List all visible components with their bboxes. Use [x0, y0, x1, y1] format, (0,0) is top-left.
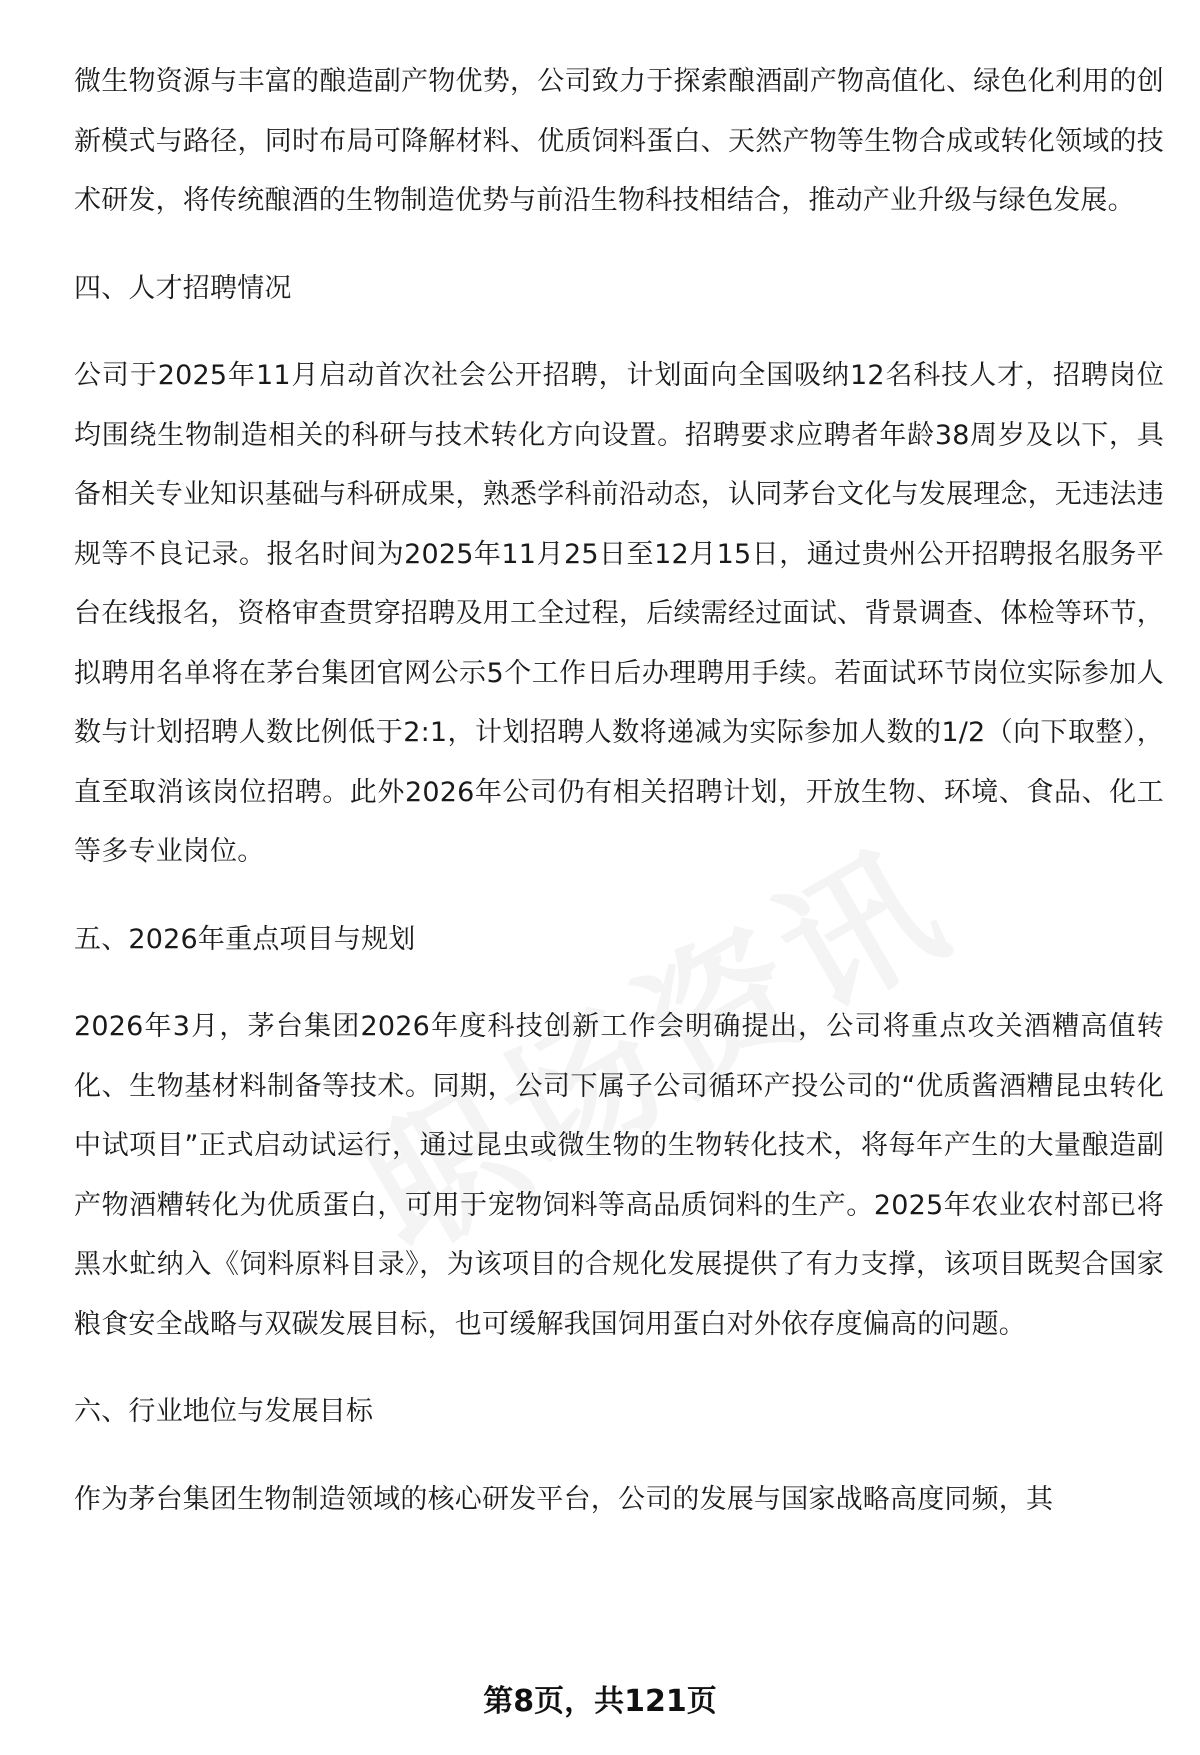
paragraph-recruitment: 公司于2025年11月启动首次社会公开招聘，计划面向全国吸纳12名科技人才，招聘岗位均围绕生物制造相关的科研与技术转化方向设置。招聘要求应聘者年龄38周岁及以下，具备相关专业知识基础与科研成果，熟悉学科前沿动态，认同茅台文化与发展理念，无违法违规等不良记录。报名时间为2025年11月25日至12月15日，通过贵州公开招聘报名服务平台在线报名，资格审查贯穿招聘及用工全过程，后续需经过面试、背景调查、体检等环节，拟聘用名单将在茅台集团官网公示5个工作日后办理聘用手续。若面试环节岗位实际参加人数与计划招聘人数比例低于2:1，计划招聘人数将递减为实际参加人数的1/2（向下取整），直至取消该岗位招聘。此外2026年公司仍有相关招聘计划，开放生物、环境、食品、化工等多专业岗位。: [74, 360, 1164, 867]
document-body: [74, 52, 1164, 1557]
paragraph-2026-projects: 2026年3月，茅台集团2026年度科技创新工作会明确提出，公司将重点攻关酒糟高值转化、生物基材料制备等技术。同期，公司下属子公司循环产投公司的“优质酱酒糟昆虫转化中试项目”正式启动试运行，通过昆虫或微生物的生物转化技术，将每年产生的大量酿造副产物酒糟转化为优质蛋白，可用于宠物饲料等高品质饲料的生产。2025年农业农村部已将黑水虻纳入《饲料原料目录》，为该项目的合规化发展提供了有力支撑，该项目既契合国家粮食安全战略与双碳发展目标，也可缓解我国饲用蛋白对外依存度偏高的问题。: [74, 1011, 1164, 1340]
section-heading-recruitment: 四、人才招聘情况: [74, 272, 292, 304]
paragraph-industry-status: 作为茅台集团生物制造领域的核心研发平台，公司的发展与国家战略高度同频，其: [74, 1483, 1054, 1515]
page-number-footer: 第8页，共121页: [483, 1684, 717, 1719]
section-heading-industry-status: 六、行业地位与发展目标: [74, 1396, 374, 1427]
section-heading-2026-projects: 五、2026年重点项目与规划: [74, 923, 416, 955]
paragraph-intro: 微生物资源与丰富的酿造副产物优势，公司致力于探索酿酒副产物高值化、绿色化利用的创新模式与路径，同时布局可降解材料、优质饲料蛋白、天然产物等生物合成或转化领域的技术研发，将传统酿酒的生物制造优势与前沿生物科技相结合，推动产业升级与绿色发展。: [74, 66, 1164, 216]
